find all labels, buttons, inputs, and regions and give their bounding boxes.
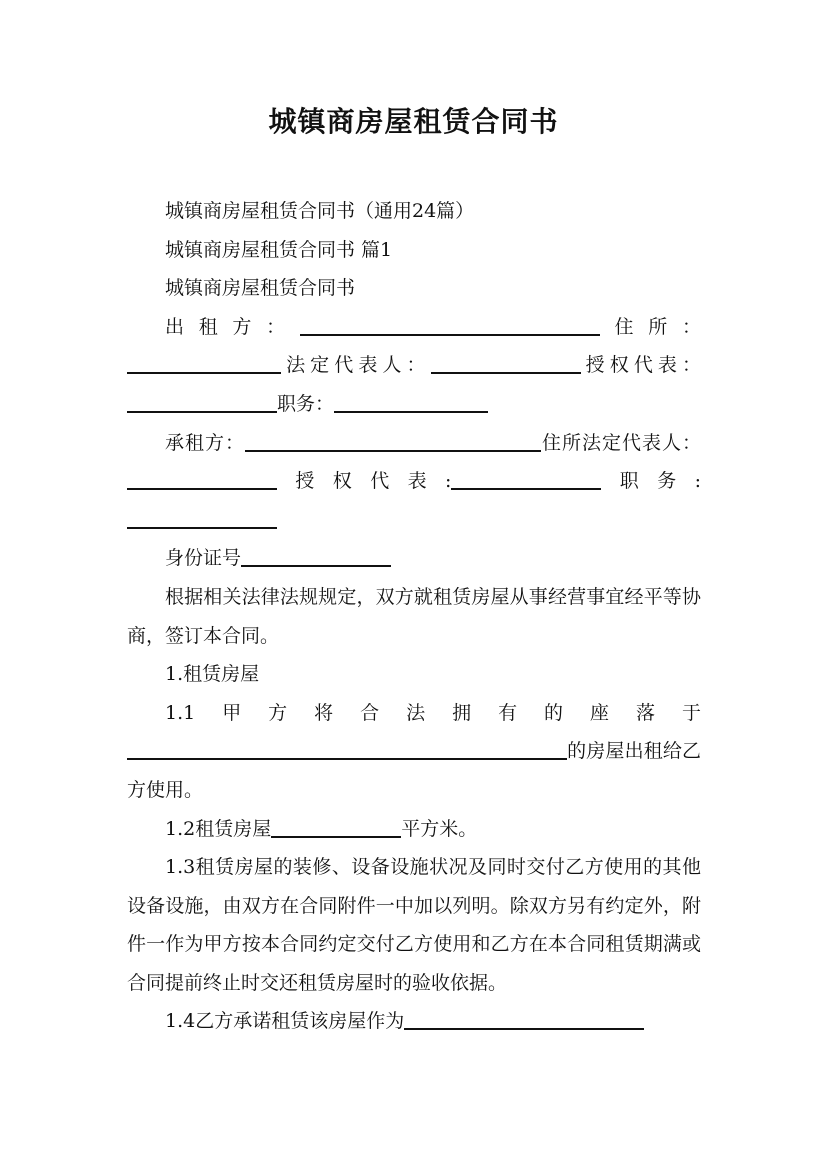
id-blank [241,546,391,567]
property-use-blank [404,1009,644,1030]
clause-1-1-text-b: 的房屋出租给乙方使用。 [127,740,701,801]
property-area-blank [271,817,401,838]
document-body [127,192,701,1041]
address-blank [127,353,281,374]
paragraph-contract-collection: 城镇商房屋租赁合同书（通用24篇） [165,200,475,222]
position-blank [334,392,488,413]
section-heading-lease-property: 1.租赁房屋 [165,663,260,686]
clause-1-2 [127,810,701,849]
paragraph-id-number [127,539,701,578]
clause-1-2-text-a: 1.2租赁房屋 [165,817,272,840]
property-location-blank [127,739,567,760]
lessee-address-legal-label: 住所法定代表人： [541,431,701,454]
lessor-blank [300,315,600,336]
auth-rep-blank [127,392,277,413]
legal-rep-label: 法定代表人： [281,354,431,377]
paragraph-lessor-info [127,308,701,424]
document-title: 城镇商房屋租赁合同书 [268,105,559,138]
paragraph-contract-name: 城镇商房屋租赁合同书 [165,277,356,300]
lessee-position-blank [127,508,277,529]
clause-1-4 [127,1002,701,1041]
clause-1-4-text-a: 1.4乙方承诺租赁该房屋作为 [165,1010,405,1033]
lessee-legal-blank [127,469,277,490]
lessee-position-label: 职务: [601,470,702,493]
position-label: 职务： [277,392,335,415]
clause-1-2-text-b: 平方米。 [401,817,478,840]
id-label: 身份证号 [165,547,242,570]
paragraph-intro: 根据相关法律法规规定，双方就租赁房屋从事经营事宜经平等协商，签订本合同。 [127,585,701,647]
clause-1-1-text-a: 1.1甲方将合法拥有的座落于 [165,701,701,724]
address-label: 住所： [599,315,701,338]
lessee-label: 承租方： [165,431,245,454]
auth-rep-label: 授权代表： [580,354,701,377]
lessee-blank [245,431,541,452]
lessee-auth-blank [451,469,601,490]
lessee-auth-label: 授权代表: [277,470,452,493]
paragraph-lessee-info [127,424,701,540]
clause-1-1 [127,694,701,810]
clause-1-3: 1.3租赁房屋的装修、设备设施状况及同时交付乙方使用的其他设备设施，由双方在合同附件一中加以列明。除双方另有约定外，附件一作为甲方按本合同约定交付乙方使用和乙方在本合同租赁期满或合同提前终止时交还租赁房屋时的验收依据。 [127,856,701,994]
legal-rep-blank [431,353,581,374]
lessor-label: 出租方： [165,315,300,338]
paragraph-chapter-heading: 城镇商房屋租赁合同书 篇1 [165,238,393,261]
